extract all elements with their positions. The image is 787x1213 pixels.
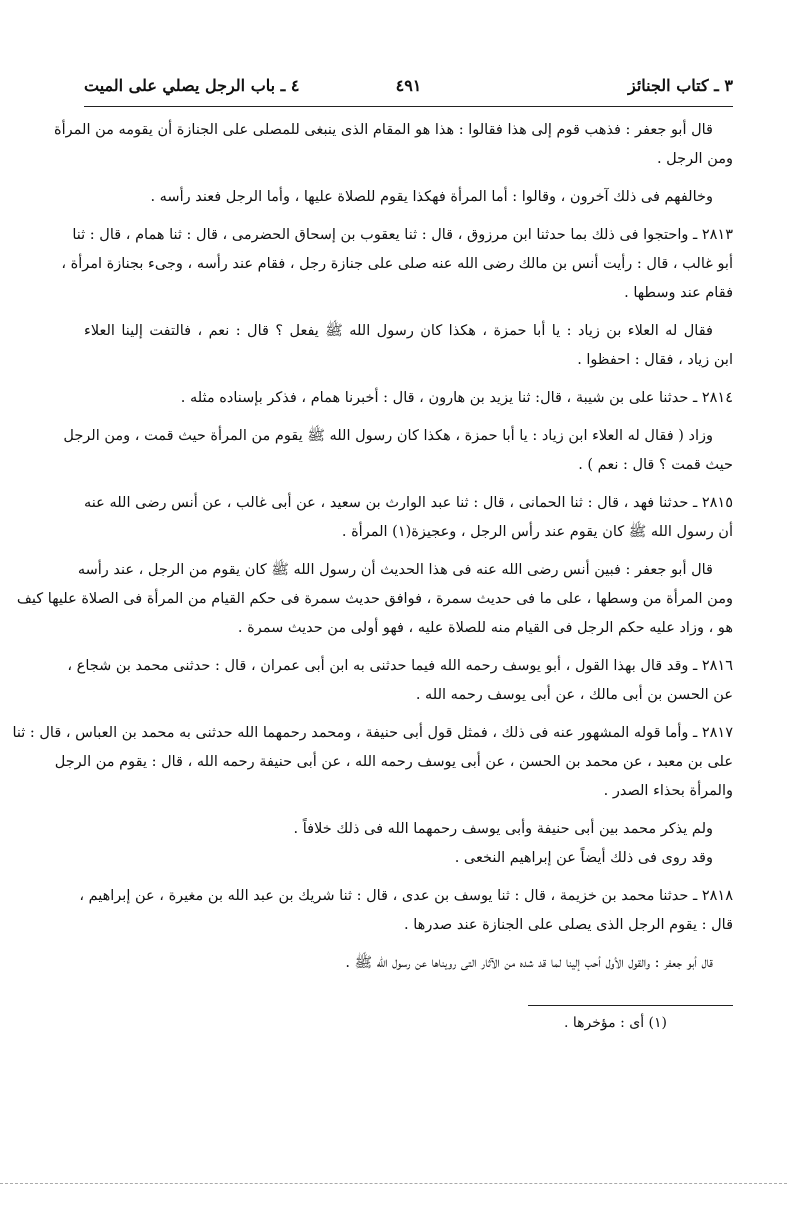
text-line: أن رسول الله ﷺ كان يقوم عند رأس الرجل ، وعجيزة(١) المرأة .: [341, 524, 733, 540]
text-line: ٢٨١٤ ـ حدثنا على بن شيبة ، قال: ثنا يزيد بن هارون ، قال : أخبرنا همام ، فذكر بإسناده مثله .: [180, 390, 733, 406]
text-line: هو ، وزاد عليه حكم الرجل فى القيام منه للصلاة عليه ، فهو أولى من حديث سمرة .: [237, 620, 733, 636]
text-line: فقال له العلاء بن زياد : يا أبا حمزة ، هكذا كان رسول الله ﷺ يفعل ؟ قال : نعم ، فالتفت إلينا العلاء: [84, 323, 713, 339]
text-line: فقام عند وسطها .: [624, 285, 733, 301]
chapter-title: ٤ ـ باب الرجل يصلي على الميت: [84, 76, 300, 95]
paragraph-gap: [84, 174, 733, 183]
text-line: أبو غالب ، قال : رأيت أنس بن مالك رضى الله عنه صلى على جنازة رجل ، فقام عند رأسه ، وجىء بجنازة امرأة ،: [61, 256, 733, 272]
text-line: ٢٨١٧ ـ وأما قوله المشهور عنه فى ذلك ، فمثل قول أبى حنيفة ، ومحمد رحمهما الله حدثنى به محمد بن العباس ، قال : ثنا: [12, 725, 733, 741]
footnote-rule: [528, 1005, 733, 1006]
text-line: حيث قمت ؟ قال : نعم ) .: [578, 457, 733, 473]
paragraph-gap: [84, 806, 733, 815]
text-line: على بن معبد ، عن محمد بن الحسن ، عن أبى يوسف رحمه الله ، عن أبى حنيفة رحمه الله ، قال : يقوم من الرجل: [54, 754, 733, 770]
footnote: (١) أى : مؤخرها .: [563, 1015, 667, 1031]
page-number: ٤٩١: [395, 76, 422, 95]
text-line: قال أبو جعفر : فذهب قوم إلى هذا فقالوا : هذا هو المقام الذى ينبغى للمصلى على الجنازة أن يقومه من المرأة: [54, 122, 713, 138]
text-line: عن الحسن بن أبى مالك ، عن أبى يوسف رحمه الله .: [415, 687, 733, 703]
text-line: ابن زياد ، فقال : احفظوا .: [577, 352, 733, 368]
scan-edge: [0, 1183, 787, 1184]
page-body: [12, 116, 733, 978]
text-line: قال أبو جعفر : والقول الأول أحب إلينا لما قد شده من الآثار التى رويناها عن رسول الله ﷺ .: [345, 955, 713, 971]
paragraph-gap: [84, 308, 733, 317]
text-line: والمرأة بحذاء الصدر .: [603, 783, 733, 799]
text-line: ٢٨١٨ ـ حدثنا محمد بن خزيمة ، قال : ثنا يوسف بن عدى ، قال : ثنا شريك بن عبد الله بن مغيرة ، عن إبراهيم ،: [79, 888, 733, 904]
text-line: ومن المرأة من وسطها ، على ما فى حديث سمرة ، فوافق حديث سمرة فى حكم القيام من المرأة فى الصلاة عليها كيف: [16, 591, 733, 607]
page-header: [84, 76, 733, 104]
book-title: ٣ ـ كتاب الجنائز: [627, 76, 733, 95]
paragraph-gap: [84, 940, 733, 949]
paragraph-gap: [84, 480, 733, 489]
paragraph-gap: [84, 873, 733, 882]
text-line: ٢٨١٥ ـ حدثنا فهد ، قال : ثنا الحمانى ، قال : ثنا عبد الوارث بن سعيد ، عن أبى غالب ، عن أنس رضى الله عنه: [84, 495, 733, 511]
text-line: وزاد ( فقال له العلاء ابن زياد : يا أبا حمزة ، هكذا كان رسول الله ﷺ يقوم من المرأة حيث قمت ، ومن الرجل: [63, 428, 713, 444]
text-line: قال أبو جعفر : فبين أنس رضى الله عنه فى هذا الحديث أن رسول الله ﷺ كان يقوم من الرجل ، عند رأسه: [77, 562, 713, 578]
text-line: ٢٨١٦ ـ وقد قال بهذا القول ، أبو يوسف رحمه الله فيما حدثنى به ابن أبى عمران ، قال : حدثنى محمد بن شجاع ،: [67, 658, 733, 674]
text-line: وخالفهم فى ذلك آخرون ، وقالوا : أما المرأة فهكذا يقوم للصلاة عليها ، وأما الرجل فعند رأسه .: [150, 189, 713, 205]
paragraph-gap: [84, 710, 733, 719]
text-line: وقد روى فى ذلك أيضاً عن إبراهيم النخعى .: [454, 850, 713, 866]
header-rule: [84, 106, 733, 107]
paragraph-gap: [84, 547, 733, 556]
paragraph-gap: [84, 212, 733, 221]
text-line: ومن الرجل .: [656, 151, 733, 167]
text-line: قال : يقوم الرجل الذى يصلى على الجنازة عند صدرها .: [404, 917, 733, 933]
paragraph-gap: [84, 375, 733, 384]
text-line: ٢٨١٣ ـ واحتجوا فى ذلك بما حدثنا ابن مرزوق ، قال : ثنا يعقوب بن إسحاق الحضرمى ، قال : ثنا همام ، قال : ثنا: [72, 227, 733, 243]
text-line: ولم يذكر محمد بين أبى حنيفة وأبى يوسف رحمهما الله فى ذلك خلافاً .: [293, 821, 713, 837]
paragraph-gap: [84, 413, 733, 422]
paragraph-gap: [84, 643, 733, 652]
